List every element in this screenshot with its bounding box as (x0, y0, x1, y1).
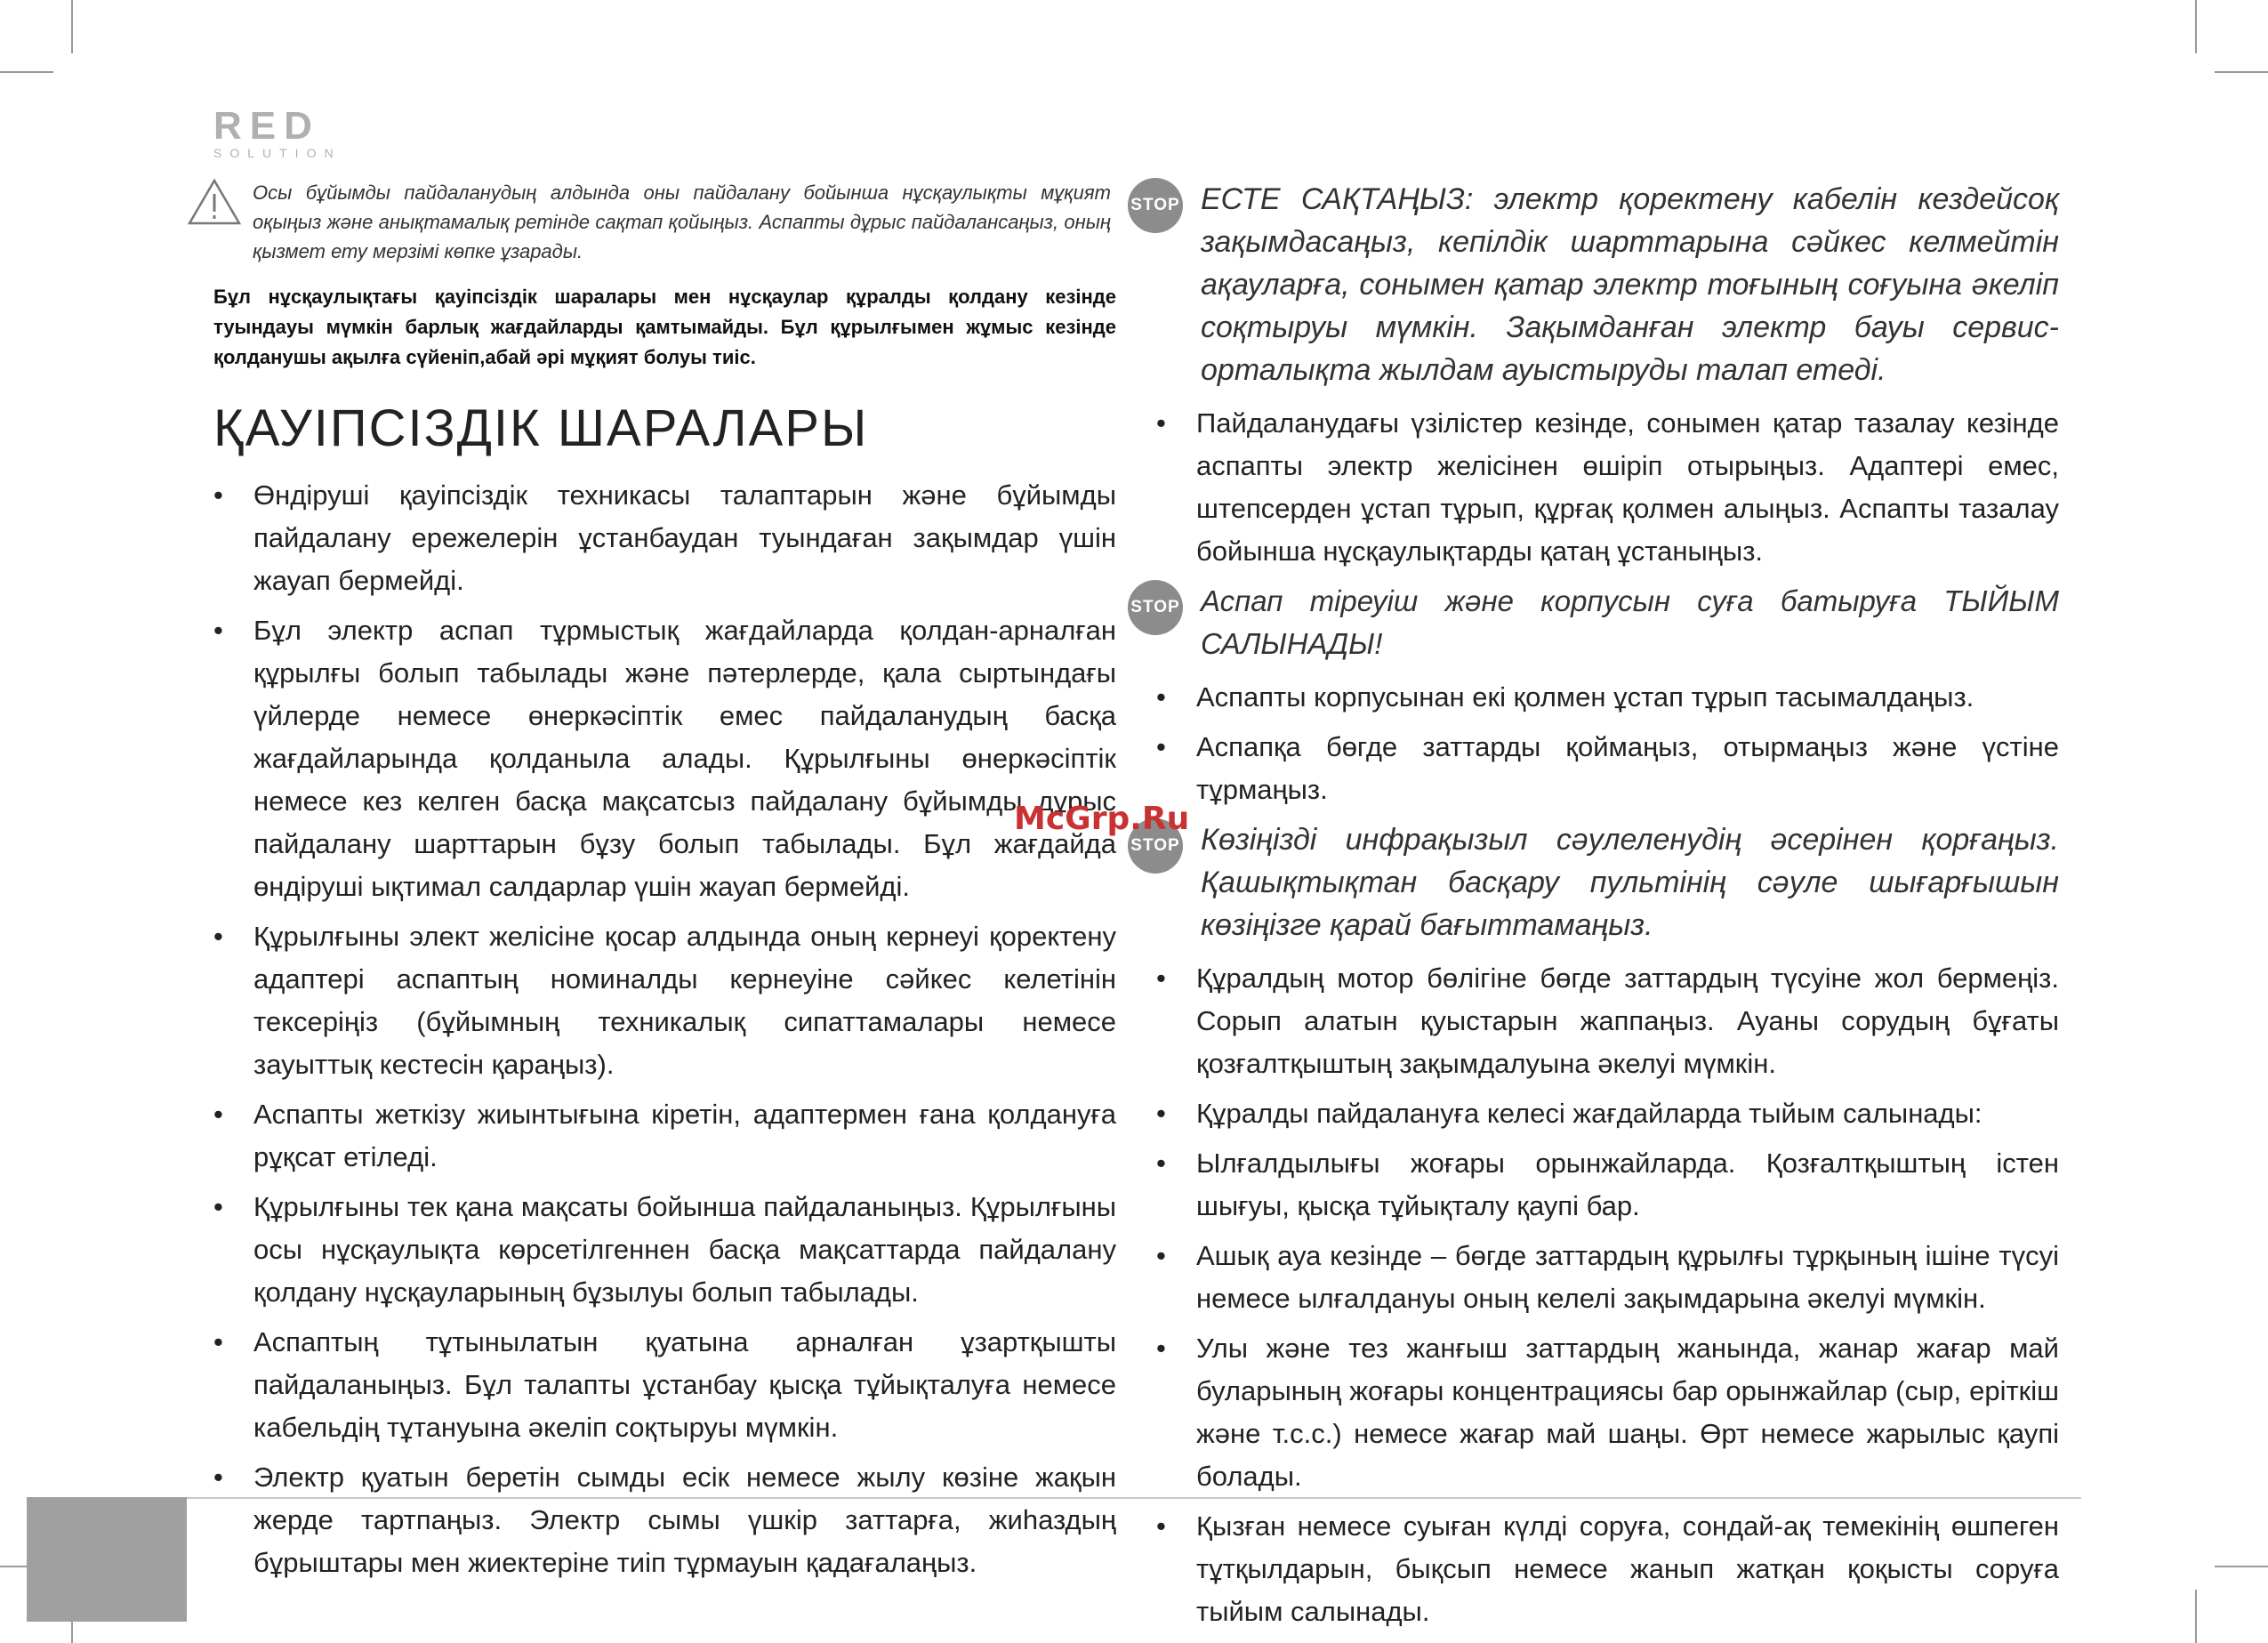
warning-note (178, 178, 1116, 266)
list-item (213, 474, 1116, 602)
brand-subtitle: SOLUTION (213, 146, 342, 160)
right-bullet-list (1121, 402, 2059, 573)
list-item (1156, 1327, 2059, 1498)
bullet-icon: • (213, 1099, 223, 1130)
watermark: McGrp.Ru (1014, 801, 1190, 837)
list-item-text: Аспаптың тұтынылатын қуатына арналған ұзартқышты пайдаланыңыз. Бұл талапты ұстанбау қысқа тұйықталуға немесе кабельдің тұтануына әкеліп соқтыруы мүмкін. (253, 1326, 1116, 1443)
list-item-text: Құрылғыны тек қана мақсаты бойынша пайдаланыңыз. Құрылғыны осы нұсқаулықта көрсетілгеннен басқа мақсаттарда пайдалану қолдану нұсқауларының бұзылуы болып табылады. (253, 1191, 1116, 1308)
bullet-icon: • (1156, 1240, 1166, 1271)
list-item (213, 1186, 1116, 1314)
stop-warning (1121, 580, 2059, 665)
bullet-icon: • (1156, 1333, 1166, 1364)
bullet-icon: • (1156, 1148, 1166, 1179)
list-item-text: Өндіруші қауіпсіздік техникасы талаптарын және бұйымды пайдалану ережелерін ұстанбаудан туындаған зақымдар үшін жауап бермейді. (253, 479, 1116, 596)
list-item (213, 1093, 1116, 1179)
crop-mark (2195, 1590, 2197, 1643)
list-item-text: Ашық ауа кезінде – бөгде заттардың құрылғы тұрқының ішіне түсуі немесе ылғалдануы оның келелі зақымдарына әкелуі мүмкін. (1196, 1240, 2059, 1314)
bullet-icon: • (213, 479, 223, 511)
bullet-icon: • (213, 1462, 223, 1493)
list-item (1156, 1092, 2059, 1135)
list-item-text: Электр қуатын беретін сымды есік немесе жылу көзіне жақын жерде тартпаңыз. Электр сымы үшкір заттарға, жиһаздың бұрыштары мен жиектеріне тиіп тұрмауын қадағалаңыз. (253, 1462, 1116, 1578)
list-item (1156, 1142, 2059, 1228)
stop-warning (1121, 178, 2059, 391)
right-bullet-list (1121, 676, 2059, 811)
right-bullet-list (1121, 957, 2059, 1633)
page-number-block (27, 1497, 187, 1622)
crop-mark (2215, 1566, 2268, 1567)
list-item-text: Құралды пайдалануға келесі жағдайларда тыйым салынады: (1196, 1098, 1982, 1129)
list-item-text: Улы және тез жанғыш заттардың жанында, жанар жағар май буларының жоғары концентрациясы бар орынжайлар (сыр, еріткіш және т.с.с.) немесе жағар май шаңы. Өрт немесе жарылыс қаупі болады. (1196, 1333, 2059, 1492)
stop-sign-icon: STOP (1128, 818, 1183, 874)
brand-logo (213, 104, 342, 160)
list-item (213, 1321, 1116, 1449)
brand-name: RED (213, 104, 320, 148)
list-item (1156, 676, 2059, 719)
list-item-text: Аспапқа бөгде заттарды қоймаңыз, отырмаңыз және үстіне тұрмаңыз. (1196, 731, 2059, 805)
right-column (1121, 178, 2059, 1640)
bullet-icon: • (213, 1191, 223, 1222)
bullet-icon: • (1156, 731, 1166, 762)
bullet-icon: • (1156, 407, 1166, 439)
list-item-text: Ылғалдылығы жоғары орынжайларда. Қозғалтқыштың істен шығуы, қысқа тұйықталу қаупі бар. (1196, 1148, 2059, 1221)
crop-mark (71, 0, 73, 53)
list-item (213, 609, 1116, 908)
list-item (213, 915, 1116, 1086)
list-item (213, 1456, 1116, 1584)
crop-mark (2195, 0, 2197, 53)
stop-warning-text: ЕСТЕ САҚТАҢЫЗ: электр қоректену кабелін кездейсоқ зақымдасаңыз, кепілдік шарттарына сәйкес келмейтін ақауларға, сонымен қатар электр тоғының соғуына әкеліп соқтыруы мүмкін. Зақымданған электр бауы сервис-орталықта жылдам ауыстыруды талап етеді. (1201, 182, 2059, 387)
warning-triangle-icon (187, 178, 242, 226)
bullet-icon: • (1156, 962, 1166, 994)
stop-warning (1121, 818, 2059, 946)
list-item (1156, 1505, 2059, 1633)
section-title: ҚАУІПСІЗДІК ШАРАЛАРЫ (213, 399, 869, 457)
disclaimer-note: Бұл нұсқаулықтағы қауіпсіздік шаралары мен нұсқаулар құралды қолдану кезінде туындауы мүмкін барлық жағдайларды қамтымайды. Бұл құрылғымен жұмыс кезінде қолданушы ақылға сүйеніп,абай әрі мұқият болуы тиіс. (213, 286, 1116, 368)
left-column (178, 178, 1116, 1591)
bullet-icon: • (213, 921, 223, 952)
list-item-text: Аспапты жеткізу жиынтығына кіретін, адаптермен ғана қолдануға рұқсат етіледі. (253, 1099, 1116, 1172)
stop-warning-text: Аспап тіреуіш және корпусын суға батыруға ТЫЙЫМ САЛЫНАДЫ! (1201, 584, 2059, 660)
left-bullet-list (178, 474, 1116, 1584)
bullet-icon: • (213, 615, 223, 646)
list-item-text: Пайдаланудағы үзілістер кезінде, сонымен қатар тазалау кезінде аспапты электр желісінен өшіріп отырыңыз. Адаптері емес, штепсерден ұстап тұрып, құрғақ қолмен алыңыз. Аспапты тазалау бойынша нұсқаулықтарды қатаң ұстаныңыз. (1196, 407, 2059, 567)
bullet-icon: • (1156, 1510, 1166, 1542)
warning-note-text: Осы бұйымды пайдаланудың алдында оны пайдалану бойынша нұсқаулықты мұқият оқыңыз және анықтамалық ретінде сақтап қойыңыз. Аспапты дұрыс пайдалансаңыз, оның қызмет ету мерзімі көпке ұзарады. (253, 181, 1111, 262)
list-item-text: Аспапты корпусынан екі қолмен ұстап тұрып тасымалдаңыз. (1196, 681, 1974, 713)
bullet-icon: • (1156, 681, 1166, 713)
list-item (1156, 726, 2059, 811)
stop-sign-icon: STOP (1128, 580, 1183, 635)
list-item-text: Құрылғыны элект желісіне қосар алдында оның кернеуі қоректену адаптері аспаптың номиналды кернеуіне сәйкес келетінін тексеріңіз (бұйымның техникалық сипаттамалары немесе зауыттық кестесін қараңыз). (253, 921, 1116, 1080)
list-item (1156, 402, 2059, 573)
crop-mark (2215, 71, 2268, 73)
list-item-text: Құралдың мотор бөлігіне бөгде заттардың түсуіне жол бермеңіз. Сорып алатын қуыстарын жаппаңыз. Ауаны сорудың бұғаты қозғалтқыштың зақымдалуына әкелуі мүмкін. (1196, 962, 2059, 1079)
list-item (1156, 1235, 2059, 1320)
list-item-text: Бұл электр аспап тұрмыстық жағдайларда қолдан-арналған құрылғы болып табылады және пәтерлерде, қала сыртындағы үйлерде немесе өнеркәсіптік емес пайдаланудың басқа жағдайларында қолданыла алады. Құрылғыны өнеркәсіптік немесе кез келген басқа мақсатсыз пайдалану бұйымды дұрыс пайдалану шарттарын бұзу болып табылады. Бұл жағдайда өндіруші ықтимал салдарлар үшін жауап бермейді. (253, 615, 1116, 902)
crop-mark (0, 71, 53, 73)
stop-warning-text: Көзіңізді инфрақызыл сәулеленудің әсерінен қорғаңыз. Қашықтықтан басқару пультінің сәуле шығарғышын көзіңізге қарай бағыттамаңыз. (1201, 823, 2059, 942)
list-item (1156, 957, 2059, 1085)
list-item-text: Қызған немесе суыған күлді соруға, сондай-ақ темекінің өшпеген тұтқылдарын, бықсып немесе жанып жатқан қоқысты соруға тыйым салынады. (1196, 1510, 2059, 1627)
bullet-icon: • (1156, 1098, 1166, 1129)
stop-sign-icon: STOP (1128, 178, 1183, 233)
bullet-icon: • (213, 1326, 223, 1357)
